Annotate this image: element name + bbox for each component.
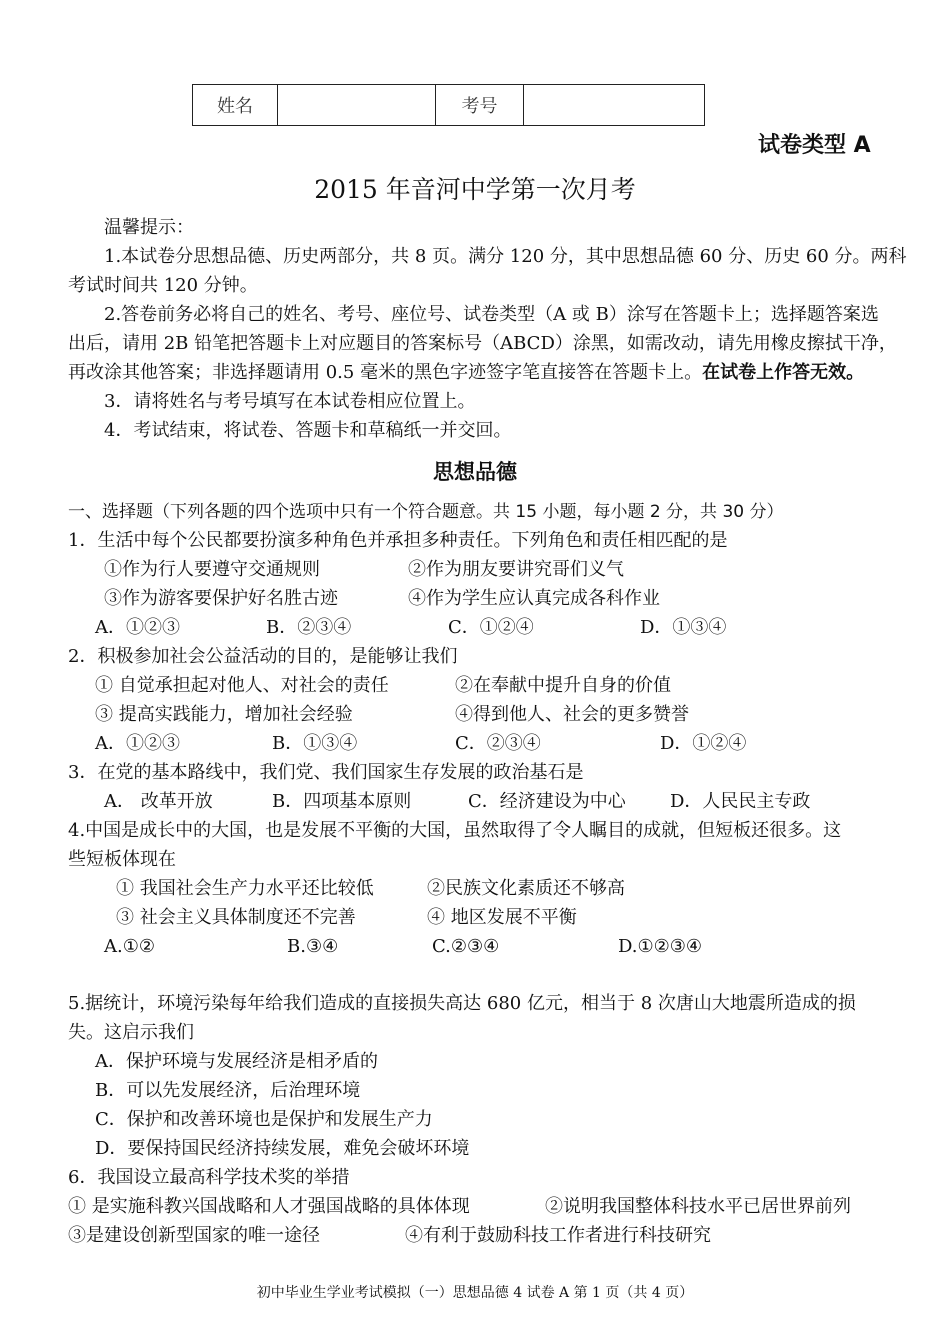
statement: ① 自觉承担起对他人、对社会的责任 [95, 675, 389, 696]
option: D．①③④ [640, 617, 727, 638]
option: B．②③④ [266, 617, 352, 638]
statement: ① 是实施科教兴国战略和人才强国战略的具体体现 [68, 1196, 470, 1217]
option: D．要保持国民经济持续发展，难免会破坏环境 [95, 1138, 470, 1159]
option: B．四项基本原则 [272, 791, 412, 812]
statement: ③是建设创新型国家的唯一途径 [68, 1225, 320, 1246]
question-stem: 5.据统计，环境污染每年给我们造成的直接损失高达 680 亿元，相当于 8 次唐山大地震所造成的损 [68, 993, 856, 1014]
option: B．可以先发展经济，后治理环境 [95, 1080, 361, 1101]
notice-line: 2.答卷前务必将自己的姓名、考号、座位号、试卷类型（A 或 B）涂写在答题卡上；选择题答案选 [104, 304, 879, 325]
statement: ① 我国社会生产力水平还比较低 [116, 878, 374, 899]
page-title: 2015 年音河中学第一次月考 [314, 175, 636, 204]
question-stem: 1．生活中每个公民都要扮演多种角色并承担多种责任。下列角色和责任相匹配的是 [68, 530, 728, 551]
exam-no-label: 考号 [436, 85, 524, 126]
question-stem: 4.中国是成长中的大国，也是发展不平衡的大国，虽然取得了令人瞩目的成就，但短板还很多。这 [68, 820, 842, 841]
statement: ②作为朋友要讲究哥们义气 [408, 559, 624, 580]
statement: ②说明我国整体科技水平已居世界前列 [545, 1196, 851, 1217]
notice-line: 出后，请用 2B 铅笔把答题卡上对应题目的答案标号（ABCD）涂黑，如需改动，请先用橡皮擦拭干净， [68, 333, 897, 354]
statement: ②在奉献中提升自身的价值 [455, 675, 671, 696]
statement: ③ 提高实践能力，增加社会经验 [95, 704, 353, 725]
notice-emphasis: 在试卷上作答无效。 [702, 362, 865, 383]
question-stem: 6．我国设立最高科学技术奖的举措 [68, 1167, 350, 1188]
notice-line: 考试时间共 120 分钟。 [68, 275, 258, 296]
part-heading: 一、选择题（下列各题的四个选项中只有一个符合题意。共 15 小题，每小题 2 分，共 30 分） [68, 502, 784, 522]
statement: ④ 地区发展不平衡 [427, 907, 577, 928]
statement: ②民族文化素质还不够高 [427, 878, 625, 899]
section-title: 思想品德 [433, 460, 517, 484]
option: A.①② [104, 936, 155, 957]
student-info-table [192, 84, 705, 126]
option: D．人民民主专政 [670, 791, 811, 812]
notice-line: 1.本试卷分思想品德、历史两部分，共 8 页。满分 120 分，其中思想品德 60 分、历史 60 分。两科 [104, 246, 907, 267]
page-footer: 初中毕业生学业考试模拟（一）思想品德 4 试卷 A 第 1 页（共 4 页） [256, 1285, 694, 1301]
option: A． 改革开放 [104, 791, 213, 812]
question-stem: 3．在党的基本路线中，我们党、我们国家生存发展的政治基石是 [68, 762, 584, 783]
name-field[interactable] [278, 85, 436, 126]
option: C．①②④ [448, 617, 534, 638]
option: A．保护环境与发展经济是相矛盾的 [95, 1051, 378, 1072]
notice-line: 3．请将姓名与考号填写在本试卷相应位置上。 [104, 391, 476, 412]
option: C．经济建设为中心 [468, 791, 626, 812]
option: A．①②③ [95, 733, 180, 754]
option: C．保护和改善环境也是保护和发展生产力 [95, 1109, 433, 1130]
statement: ①作为行人要遵守交通规则 [104, 559, 320, 580]
question-stem: 些短板体现在 [68, 849, 176, 870]
option: C．②③④ [455, 733, 541, 754]
option: D．①②④ [660, 733, 747, 754]
exam-no-field[interactable] [524, 85, 705, 126]
question-stem: 失。这启示我们 [68, 1022, 194, 1043]
option: B．①③④ [272, 733, 358, 754]
notice-line: 4．考试结束，将试卷、答题卡和草稿纸一并交回。 [104, 420, 512, 441]
notice-heading: 温馨提示： [104, 217, 194, 238]
option: B.③④ [287, 936, 339, 957]
statement: ③ 社会主义具体制度还不完善 [116, 907, 356, 928]
name-label: 姓名 [193, 85, 278, 126]
question-stem: 2．积极参加社会公益活动的目的，是能够让我们 [68, 646, 458, 667]
notice-line: 再改涂其他答案；非选择题请用 0.5 毫米的黑色字迹签字笔直接答在答题卡上。在试卷上作答无效。 [68, 362, 865, 383]
option: C.②③④ [432, 936, 500, 957]
option: A．①②③ [95, 617, 180, 638]
statement: ④作为学生应认真完成各科作业 [408, 588, 660, 609]
option: D.①②③④ [618, 936, 703, 957]
paper-type: 试卷类型 A [758, 133, 871, 158]
statement: ④有利于鼓励科技工作者进行科技研究 [405, 1225, 711, 1246]
statement: ③作为游客要保护好名胜古迹 [104, 588, 338, 609]
statement: ④得到他人、社会的更多赞誉 [455, 704, 689, 725]
